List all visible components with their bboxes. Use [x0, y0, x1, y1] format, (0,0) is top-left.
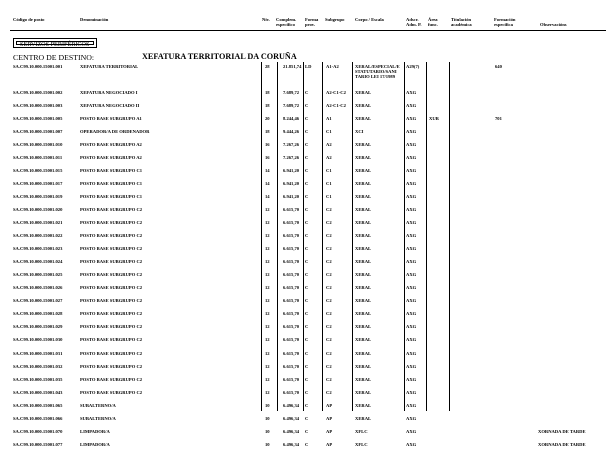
codigo-cell: SA.C99.10.000.15001.027	[13, 298, 63, 304]
header-codigo: Código de posto	[13, 17, 45, 22]
forma-cell: C	[305, 298, 309, 304]
table-row	[0, 311, 615, 323]
codigo-cell: SA.C99.10.000.15001.030	[13, 337, 63, 343]
subgrupo-cell: A2-C1-C2	[326, 102, 346, 108]
adscr-cell: AXG	[406, 428, 417, 434]
codigo-cell: SA.C99.10.000.15001.017	[13, 180, 63, 186]
complem-cell: 6.615,70	[283, 246, 300, 252]
forma-cell: C	[305, 428, 309, 434]
table-row	[0, 142, 615, 154]
table-row	[0, 129, 615, 141]
complem-cell: 6.615,70	[283, 298, 300, 304]
denominacion-cell: POSTO BASE SUBGRUPO C1	[80, 193, 143, 199]
codigo-cell: SA.C99.10.000.15001.022	[13, 233, 63, 239]
corpo-cell: XERAL	[355, 350, 372, 356]
nivel-cell: 10	[265, 441, 270, 447]
codigo-cell: SA.C99.10.000.15001.066	[13, 415, 63, 421]
nivel-cell: 12	[265, 389, 270, 395]
corpo-cell: XERAL	[355, 285, 372, 291]
codigo-cell: SA.C99.10.000.15001.003	[13, 102, 63, 108]
corpo-cell: XERAL	[355, 259, 372, 265]
nivel-cell: 12	[265, 206, 270, 212]
corpo-cell: XERAL	[355, 324, 372, 330]
forma-cell: C	[305, 89, 309, 95]
corpo-cell: XERAL	[355, 246, 372, 252]
header-denominacion: Denominación	[80, 17, 109, 22]
corpo-cell: XERAL	[355, 206, 372, 212]
subgrupo-cell: AP	[326, 441, 333, 447]
corpo-cell: XERAL	[355, 141, 372, 147]
denominacion-cell: XEFATURA TERRITORIAL	[80, 64, 139, 69]
codigo-cell: SA.C99.10.000.15001.070	[13, 428, 63, 434]
corpo-cell: XERAL	[355, 167, 372, 173]
header-nivel: Nív.	[262, 17, 270, 22]
forma-cell: C	[305, 167, 309, 173]
denominacion-cell: OPERADOR/A DE ORDENADOR	[80, 128, 150, 134]
subgrupo-cell: C2	[326, 324, 332, 330]
codigo-cell: SA.C99.10.000.15001.001	[13, 64, 63, 69]
corpo-cell: TARIO LEI 17/1989	[355, 73, 395, 79]
header-complem: Complem. específico	[276, 17, 297, 28]
table-row	[0, 90, 615, 102]
header-area: Área func.	[428, 17, 438, 28]
denominacion-cell: XEFATURA NEGOCIADO I	[80, 89, 138, 95]
subgrupo-cell: C2	[326, 233, 332, 239]
forma-cell: C	[305, 350, 309, 356]
complem-cell: 6.615,70	[283, 285, 300, 291]
adscr-cell: A29(7)	[406, 64, 420, 69]
corpo-cell: XFLC	[355, 441, 368, 447]
adscr-cell: AXG	[406, 233, 417, 239]
nivel-cell: 12	[265, 350, 270, 356]
denominacion-cell: POSTO BASE SUBGRUPO A2	[80, 141, 142, 147]
corpo-cell: XERAL	[355, 154, 372, 160]
column-divider	[261, 62, 262, 411]
subgrupo-cell: C2	[326, 272, 332, 278]
table-row	[0, 298, 615, 310]
codigo-cell: SA.C99.10.000.15001.077	[13, 441, 63, 447]
forma-cell: C	[305, 324, 309, 330]
codigo-cell: SA.C99.10.000.15001.028	[13, 311, 63, 317]
complem-cell: 8.244,46	[283, 115, 300, 121]
codigo-cell: SA.C99.10.000.15001.002	[13, 89, 63, 95]
table-row	[0, 324, 615, 336]
table-row	[0, 403, 615, 415]
table-row	[0, 246, 615, 258]
nivel-cell: 12	[265, 259, 270, 265]
subgrupo-cell: C1	[326, 180, 332, 186]
forma-cell: C	[305, 285, 309, 291]
subgrupo-cell: A2-C1-C2	[326, 89, 346, 95]
nivel-cell: 12	[265, 246, 270, 252]
codigo-cell: SA.C99.10.000.15001.010	[13, 141, 63, 147]
complem-cell: 6.615,70	[283, 259, 300, 265]
adscr-cell: AXG	[406, 259, 417, 265]
adscr-cell: AXG	[406, 376, 417, 382]
observacions-cell: XORNADA DE TARDE	[538, 441, 586, 447]
forma-cell: C	[305, 402, 309, 408]
nivel-cell: 12	[265, 298, 270, 304]
table-row	[0, 337, 615, 349]
table-row	[0, 442, 615, 454]
denominacion-cell: POSTO BASE SUBGRUPO C2	[80, 350, 143, 356]
adscr-cell: AXG	[406, 311, 417, 317]
complem-cell: 6.615,70	[283, 389, 300, 395]
corpo-cell: XERAL/ESPECIAL/E	[355, 64, 400, 69]
nivel-cell: 16	[265, 141, 270, 147]
forma-cell: C	[305, 233, 309, 239]
corpo-cell: XCI	[355, 128, 364, 134]
forma-cell: C	[305, 115, 309, 121]
column-divider	[277, 62, 278, 411]
corpo-cell: XERAL	[355, 389, 372, 395]
adscr-cell: AXG	[406, 389, 417, 395]
codigo-cell: SA.C99.10.000.15001.011	[13, 154, 63, 160]
subgrupo-cell: AP	[326, 402, 333, 408]
table-row	[0, 233, 615, 245]
adscr-cell: AXG	[406, 415, 417, 421]
denominacion-cell: POSTO BASE SUBGRUPO C2	[80, 272, 143, 278]
table-row	[0, 207, 615, 219]
column-divider	[449, 62, 450, 411]
header-adscr: Adscr. Adm. P.	[406, 17, 422, 28]
column-divider	[426, 62, 427, 411]
denominacion-cell: LIMPADOR/A	[80, 441, 110, 447]
complem-cell: 6.615,70	[283, 311, 300, 317]
codigo-cell: SA.C99.10.000.15001.043	[13, 389, 63, 395]
centro-name: XEFATURA TERRITORIAL DA CORUÑA	[142, 52, 297, 61]
forma-cell: C	[305, 128, 309, 134]
denominacion-cell: POSTO BASE SUBGRUPO C1	[80, 180, 143, 186]
table-row	[0, 168, 615, 180]
adscr-cell: AXG	[406, 272, 417, 278]
subgrupo-cell: C2	[326, 311, 332, 317]
corpo-cell: XERAL	[355, 233, 372, 239]
header-observacions: Observacións	[540, 22, 567, 27]
complem-cell: 6.615,70	[283, 337, 300, 343]
nivel-cell: 12	[265, 233, 270, 239]
adscr-cell: AXG	[406, 115, 417, 121]
corpo-cell: XERAL	[355, 298, 372, 304]
complem-cell: 6.615,70	[283, 233, 300, 239]
subgrupo-cell: C2	[326, 298, 332, 304]
corpo-cell: XERAL	[355, 363, 372, 369]
denominacion-cell: POSTO BASE SUBGRUPO C2	[80, 233, 143, 239]
adscr-cell: AXG	[406, 89, 417, 95]
formacion-cell: 640	[495, 64, 502, 69]
complem-cell: 6.615,70	[283, 206, 300, 212]
nivel-cell: 28	[265, 64, 270, 69]
codigo-cell: SA.C99.10.000.15001.021	[13, 220, 63, 225]
subgrupo-cell: A2	[326, 154, 332, 160]
subgrupo-cell: C2	[326, 363, 332, 369]
codigo-cell: SA.C99.10.000.15001.020	[13, 206, 63, 212]
complem-cell: 6.941,20	[283, 180, 300, 186]
denominacion-cell: POSTO BASE SUBGRUPO A2	[80, 154, 142, 160]
adscr-cell: AXG	[406, 154, 417, 160]
table-row	[0, 377, 615, 389]
nivel-cell: 12	[265, 337, 270, 343]
forma-cell: C	[305, 141, 309, 147]
forma-cell: C	[305, 389, 309, 395]
observacions-cell: XORNADA DE TARDE	[538, 428, 586, 434]
table-row	[0, 194, 615, 206]
forma-cell: C	[305, 272, 309, 278]
forma-cell: C	[305, 311, 309, 317]
denominacion-cell: SUBALTERNO/A	[80, 415, 116, 421]
subgrupo-cell: A2	[326, 141, 332, 147]
complem-cell: 7.267,26	[283, 141, 300, 147]
adscr-cell: AXG	[406, 246, 417, 252]
corpo-cell: XERAL	[355, 89, 372, 95]
corpo-cell: XERAL	[355, 402, 372, 408]
corpo-cell: XERAL	[355, 272, 372, 278]
denominacion-cell: LIMPADOR/A	[80, 428, 110, 434]
corpo-cell: STATUTARIO/SANI	[355, 68, 397, 74]
table-row	[0, 364, 615, 376]
nivel-cell: 12	[265, 324, 270, 330]
corpo-cell: XERAL	[355, 337, 372, 343]
forma-cell: C	[305, 154, 309, 160]
nivel-cell: 14	[265, 167, 270, 173]
corpo-cell: XERAL	[355, 220, 372, 225]
denominacion-cell: POSTO BASE SUBGRUPO C1	[80, 167, 143, 173]
forma-cell: C	[305, 415, 309, 421]
forma-cell: C	[305, 180, 309, 186]
complem-cell: 7.267,26	[283, 154, 300, 160]
codigo-cell: SA.C99.10.000.15001.026	[13, 285, 63, 291]
adscr-cell: AXG	[406, 337, 417, 343]
table-row	[0, 155, 615, 167]
complem-cell: 6.615,70	[283, 272, 300, 278]
complem-cell: 6.496,34	[283, 441, 300, 447]
forma-cell: C	[305, 206, 309, 212]
adscr-cell: AXG	[406, 206, 417, 212]
nivel-cell: 20	[265, 115, 270, 121]
complem-cell: 6.615,70	[283, 350, 300, 356]
subgrupo-cell: C2	[326, 376, 332, 382]
complem-cell: 6.496,34	[283, 402, 300, 408]
adscr-cell: AXG	[406, 128, 417, 134]
column-divider	[352, 62, 353, 411]
complem-cell: 6.496,34	[283, 415, 300, 421]
forma-cell: C	[305, 102, 309, 108]
nivel-cell: 10	[265, 415, 270, 421]
denominacion-cell: POSTO BASE SUBGRUPO C2	[80, 206, 143, 212]
denominacion-cell: SUBALTERNO/A	[80, 402, 116, 408]
section-title: SERVIZOS PERIFÉRICOS	[16, 41, 94, 45]
subgrupo-cell: C1	[326, 128, 332, 134]
forma-cell: C	[305, 193, 309, 199]
header-formacion: Formación específica	[494, 17, 516, 28]
corpo-cell: XERAL	[355, 102, 372, 108]
formacion-cell: 701	[495, 115, 502, 121]
complem-cell: 6.615,70	[283, 324, 300, 330]
corpo-cell: XERAL	[355, 193, 372, 199]
forma-cell: C	[305, 259, 309, 265]
nivel-cell: 12	[265, 376, 270, 382]
subgrupo-cell: C2	[326, 350, 332, 356]
corpo-cell: XERAL	[355, 115, 372, 121]
table-row	[0, 285, 615, 297]
codigo-cell: SA.C99.10.000.15001.023	[13, 246, 63, 252]
complem-cell: 6.941,20	[283, 167, 300, 173]
denominacion-cell: POSTO BASE SUBGRUPO C2	[80, 298, 143, 304]
nivel-cell: 18	[265, 102, 270, 108]
denominacion-cell: POSTO BASE SUBGRUPO C2	[80, 324, 143, 330]
denominacion-cell: POSTO BASE SUBGRUPO C2	[80, 259, 143, 265]
nivel-cell: 18	[265, 89, 270, 95]
denominacion-cell: POSTO BASE SUBGRUPO C2	[80, 311, 143, 317]
subgrupo-cell: C2	[326, 220, 332, 225]
complem-cell: 21.851,74	[283, 64, 302, 69]
denominacion-cell: XEFATURA NEGOCIADO II	[80, 102, 140, 108]
table-row	[0, 351, 615, 363]
table-row	[0, 220, 615, 232]
adscr-cell: AXG	[406, 180, 417, 186]
header-forma: Forma prov.	[305, 17, 319, 28]
complem-cell: 9.444,26	[283, 128, 300, 134]
nivel-cell: 14	[265, 193, 270, 199]
denominacion-cell: POSTO BASE SUBGRUPO C2	[80, 285, 143, 291]
corpo-cell: XFLC	[355, 428, 368, 434]
table-row	[0, 116, 615, 128]
denominacion-cell: POSTO BASE SUBGRUPO C2	[80, 376, 143, 382]
subgrupo-cell: A1	[326, 115, 332, 121]
complem-cell: 7.689,72	[283, 102, 300, 108]
subgrupo-cell: C2	[326, 389, 332, 395]
complem-cell: 7.689,72	[283, 89, 300, 95]
subgrupo-cell: C2	[326, 259, 332, 265]
subgrupo-cell: AP	[326, 415, 333, 421]
subgrupo-cell: C2	[326, 337, 332, 343]
denominacion-cell: POSTO BASE SUBGRUPO C2	[80, 363, 143, 369]
forma-cell: C	[305, 220, 309, 225]
subgrupo-cell: C1	[326, 193, 332, 199]
nivel-cell: 12	[265, 363, 270, 369]
forma-cell: C	[305, 376, 309, 382]
codigo-cell: SA.C99.10.000.15001.007	[13, 128, 63, 134]
complem-cell: 6.615,70	[283, 363, 300, 369]
adscr-cell: AXG	[406, 402, 417, 408]
table-row	[0, 103, 615, 115]
denominacion-cell: POSTO BASE SUBGRUPO C2	[80, 337, 143, 343]
codigo-cell: SA.C99.10.000.15001.035	[13, 376, 63, 382]
codigo-cell: SA.C99.10.000.15001.019	[13, 193, 63, 199]
forma-cell: C	[305, 337, 309, 343]
nivel-cell: 12	[265, 285, 270, 291]
nivel-cell: 18	[265, 128, 270, 134]
corpo-cell: XERAL	[355, 376, 372, 382]
complem-cell: 6.615,70	[283, 376, 300, 382]
column-divider	[303, 62, 304, 411]
adscr-cell: AXG	[406, 141, 417, 147]
subgrupo-cell: C1	[326, 167, 332, 173]
header-titulacion: Titulación académica	[451, 17, 472, 28]
complem-cell: 6.615,70	[283, 220, 300, 225]
table-row	[0, 259, 615, 271]
header-rule	[10, 30, 606, 31]
header-corpo: Corpo / Escala	[355, 17, 384, 22]
table-row	[0, 272, 615, 284]
adscr-cell: AXG	[406, 363, 417, 369]
corpo-cell: XERAL	[355, 415, 372, 421]
table-row	[0, 390, 615, 402]
corpo-cell: XERAL	[355, 180, 372, 186]
nivel-cell: 16	[265, 154, 270, 160]
column-divider	[322, 62, 323, 411]
denominacion-cell: POSTO BASE SUBGRUPO C2	[80, 246, 143, 252]
denominacion-cell: POSTO BASE SUBGRUPO C2	[80, 389, 143, 395]
table-row	[0, 64, 615, 79]
adscr-cell: AXG	[406, 220, 417, 225]
nivel-cell: 12	[265, 311, 270, 317]
codigo-cell: SA.C99.10.000.15001.031	[13, 350, 63, 356]
nivel-cell: 12	[265, 272, 270, 278]
subgrupo-cell: AP	[326, 428, 333, 434]
corpo-cell: XERAL	[355, 311, 372, 317]
forma-cell: C	[305, 246, 309, 252]
subgrupo-cell: C2	[326, 206, 332, 212]
forma-cell: LD	[305, 64, 312, 69]
nivel-cell: 10	[265, 428, 270, 434]
codigo-cell: SA.C99.10.000.15001.024	[13, 259, 63, 265]
table-row	[0, 416, 615, 428]
codigo-cell: SA.C99.10.000.15001.065	[13, 402, 63, 408]
complem-cell: 6.941,20	[283, 193, 300, 199]
nivel-cell: 12	[265, 220, 270, 225]
table-row	[0, 181, 615, 193]
header-subgrupo: Subgrupo	[325, 17, 345, 22]
forma-cell: C	[305, 363, 309, 369]
codigo-cell: SA.C99.10.000.15001.025	[13, 272, 63, 278]
adscr-cell: AXG	[406, 102, 417, 108]
section-box	[13, 38, 97, 48]
adscr-cell: AXG	[406, 298, 417, 304]
adscr-cell: AXG	[406, 324, 417, 330]
column-divider	[404, 62, 405, 411]
adscr-cell: AXG	[406, 350, 417, 356]
denominacion-cell: POSTO BASE SUBGRUPO C2	[80, 220, 143, 225]
complem-cell: 6.496,34	[283, 428, 300, 434]
nivel-cell: 10	[265, 402, 270, 408]
denominacion-cell: POSTO BASE SUBGRUPO A1	[80, 115, 142, 121]
area-cell: XUR	[429, 115, 439, 121]
codigo-cell: SA.C99.10.000.15001.029	[13, 324, 63, 330]
adscr-cell: AXG	[406, 441, 417, 447]
adscr-cell: AXG	[406, 285, 417, 291]
centro-label: CENTRO DE DESTINO:	[13, 53, 94, 62]
codigo-cell: SA.C99.10.000.15001.005	[13, 115, 63, 121]
adscr-cell: AXG	[406, 167, 417, 173]
subgrupo-cell: C2	[326, 285, 332, 291]
subgrupo-cell: C2	[326, 246, 332, 252]
subgrupo-cell: A1-A2	[326, 64, 339, 69]
codigo-cell: SA.C99.10.000.15001.015	[13, 167, 63, 173]
nivel-cell: 14	[265, 180, 270, 186]
forma-cell: C	[305, 441, 309, 447]
codigo-cell: SA.C99.10.000.15001.032	[13, 363, 63, 369]
adscr-cell: AXG	[406, 193, 417, 199]
